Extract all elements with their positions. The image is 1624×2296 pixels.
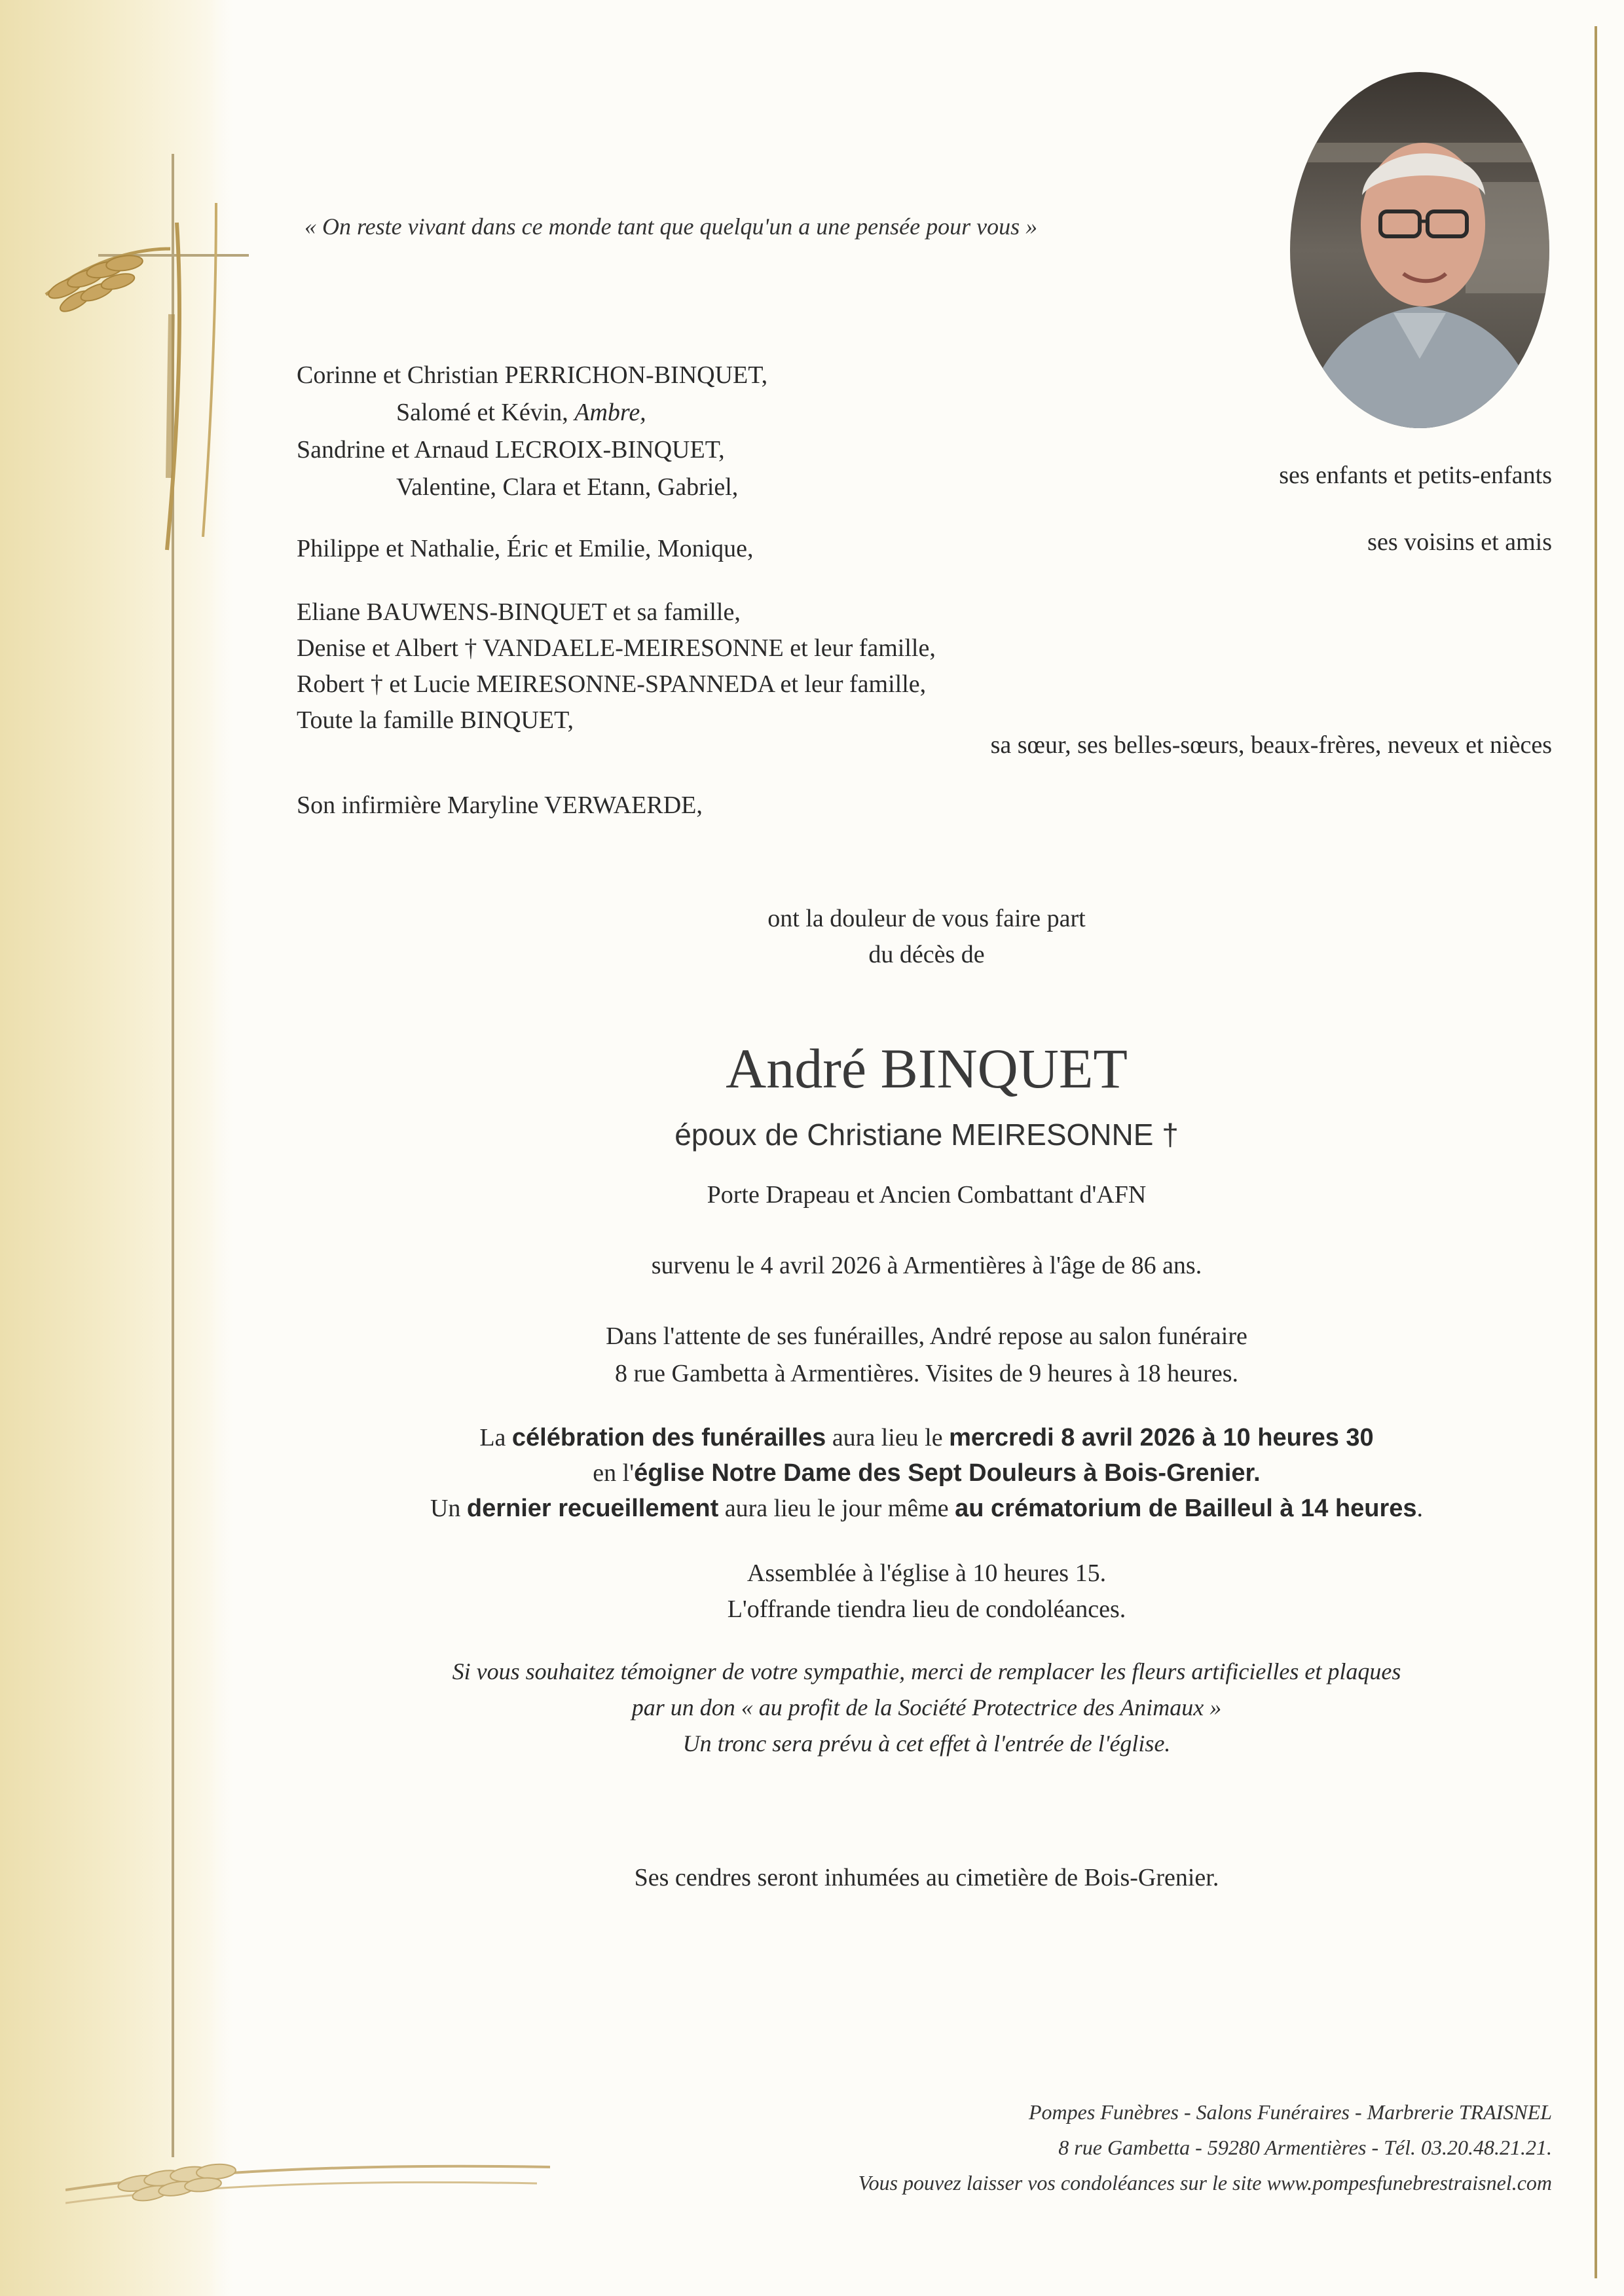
ceremony-l3-a: Un	[430, 1495, 467, 1522]
siblings-line-2: Denise et Albert † VANDAELE-MEIRESONNE et leur famille,	[297, 634, 936, 662]
announcement-line-1: ont la douleur de vous faire part	[767, 905, 1086, 932]
epitaph-quote: « On reste vivant dans ce monde tant que quelqu'un a une pensée pour vous »	[304, 213, 1038, 240]
siblings-line-3: Robert † et Lucie MEIRESONNE-SPANNEDA et leur famille,	[297, 670, 927, 698]
nurse-line: Son infirmière Maryline VERWAERDE,	[297, 792, 703, 819]
footer-website: Vous pouvez laisser vos condoléances sur le site www.pompesfunebrestraisnel.com	[858, 2171, 1552, 2195]
ceremony-line-2	[275, 1455, 1578, 1491]
assembly-line-2: L'offrande tiendra lieu de condoléances.	[727, 1595, 1126, 1623]
assembly-line-1: Assemblée à l'église à 10 heures 15.	[747, 1559, 1107, 1587]
ceremony-l3-c: aura lieu le jour même	[718, 1495, 955, 1522]
ceremony-l3-e: .	[1416, 1495, 1424, 1522]
donation-line-3: Un tronc sera prévu à cet effet à l'entrée de l'église.	[682, 1730, 1171, 1757]
ceremony-l1-c: aura lieu le	[826, 1424, 950, 1451]
deceased-spouse: époux de Christiane MEIRESONNE †	[674, 1118, 1179, 1152]
children-relation: ses enfants et petits-enfants	[1279, 462, 1552, 489]
neighbors-line: Philippe et Nathalie, Éric et Emilie, Monique,	[297, 535, 754, 562]
portrait-photo	[1289, 71, 1551, 429]
footer-company: Pompes Funèbres - Salons Funéraires - Marbrerie TRAISNEL	[1028, 2100, 1552, 2124]
children-line-2	[396, 394, 646, 431]
children-line-4: Valentine, Clara et Etann, Gabriel,	[396, 473, 739, 501]
ceremony-l1-a: La	[479, 1424, 512, 1451]
siblings-line-1: Eliane BAUWENS-BINQUET et sa famille,	[297, 598, 741, 626]
ceremony-l3-b: dernier recueillement	[466, 1495, 719, 1522]
donation-line-1: Si vous souhaitez témoigner de votre sympathie, merci de remplacer les fleurs artificielles et plaques	[452, 1658, 1401, 1685]
deceased-name: André BINQUET	[726, 1037, 1128, 1100]
ceremony-l3-d: au crématorium de Bailleul à 14 heures	[955, 1495, 1417, 1522]
wheat-ears-bottom-icon	[65, 2118, 563, 2223]
deceased-death: survenu le 4 avril 2026 à Armentières à l'âge de 86 ans.	[651, 1252, 1202, 1279]
ceremony-l1-b: célébration des funérailles	[511, 1424, 826, 1451]
ashes-line: Ses cendres seront inhumées au cimetière de Bois-Grenier.	[634, 1864, 1219, 1891]
children-line-3: Sandrine et Arnaud LECROIX-BINQUET,	[297, 436, 725, 464]
ceremony-l1-d: mercredi 8 avril 2026 à 10 heures 30	[949, 1424, 1374, 1451]
rest-line-1: Dans l'attente de ses funérailles, André repose au salon funéraire	[606, 1322, 1247, 1350]
neighbors-relation: ses voisins et amis	[1367, 528, 1552, 556]
ceremony-l2-b: église Notre Dame des Sept Douleurs à Bois-Grenier.	[634, 1459, 1261, 1487]
deceased-title: Porte Drapeau et Ancien Combattant d'AFN	[707, 1181, 1147, 1209]
children-line-2-text: Salomé et Kévin,	[396, 399, 568, 426]
siblings-line-4: Toute la famille BINQUET,	[297, 706, 574, 734]
ceremony-l2-a: en l'	[593, 1459, 635, 1487]
siblings-relation: sa sœur, ses belles-sœurs, beaux-frères, neveux et nièces	[990, 731, 1552, 759]
donation-line-2: par un don « au profit de la Société Protectrice des Animaux »	[631, 1694, 1222, 1721]
ceremony-line-3	[275, 1490, 1578, 1527]
ceremony-line-1	[275, 1419, 1578, 1456]
wheat-ear-top-icon	[20, 196, 242, 563]
announcement-line-2: du décès de	[868, 941, 985, 968]
footer-address: 8 rue Gambetta - 59280 Armentières - Tél. 03.20.48.21.21.	[1058, 2136, 1552, 2159]
children-line-1: Corinne et Christian PERRICHON-BINQUET,	[297, 361, 768, 389]
children-line-2-italic: Ambre,	[574, 399, 646, 426]
rest-line-2: 8 rue Gambetta à Armentières. Visites de 9 heures à 18 heures.	[615, 1360, 1238, 1387]
right-border-rule	[1595, 26, 1597, 2278]
